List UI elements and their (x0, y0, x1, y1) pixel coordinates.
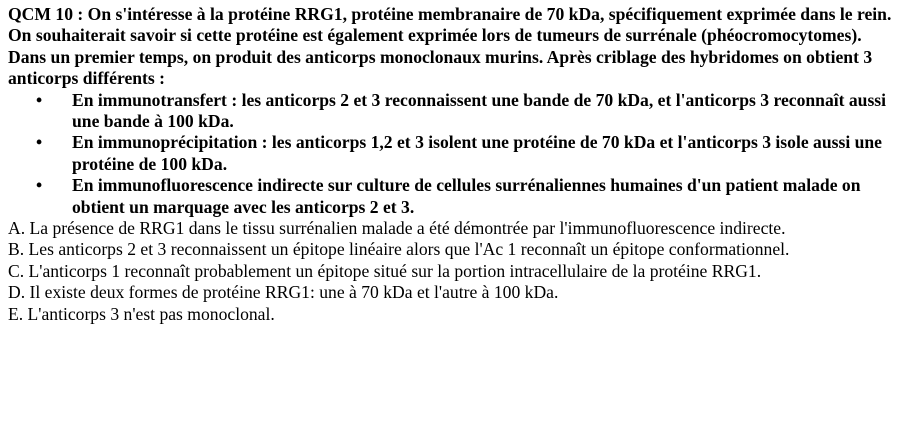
bullet-icon: • (36, 175, 43, 196)
bullet-icon: • (36, 89, 43, 110)
option-b: B. Les anticorps 2 et 3 reconnaissent un épitope linéaire alors que l'Ac 1 reconnaît un épitope conformationnel. (8, 239, 790, 260)
list-item-immunoprecipitation (36, 132, 909, 175)
list-item-text: En immunofluorescence indirecte sur culture de cellules surrénaliennes humaines d'un patient malade on obtient un marquage avec les anticorps 2 et 3. (72, 175, 861, 217)
option-a: A. La présence de RRG1 dans le tissu surrénalien malade a été démontrée par l'immunofluorescence indirecte. (8, 218, 786, 239)
experiment-results-list (8, 90, 909, 218)
option-c: C. L'anticorps 1 reconnaît probablement un épitope situé sur la portion intracellulaire de la protéine RRG1. (8, 260, 762, 281)
option-e: E. L'anticorps 3 n'est pas monoclonal. (8, 303, 275, 324)
stem-paragraph-antibodies: Dans un premier temps, on produit des anticorps monoclonaux murins. Après criblage des hybridomes on obtient 3 anticorps différents : (8, 46, 873, 89)
option-d: D. Il existe deux formes de protéine RRG1: une à 70 kDa et l'autre à 100 kDa. (8, 282, 559, 303)
bullet-icon: • (36, 132, 43, 153)
list-item-immunofluorescence (36, 175, 909, 218)
list-item-text: En immunoprécipitation : les anticorps 1,2 et 3 isolent une protéine de 70 kDa et l'anticorps 3 isole aussi une protéine de 100 kDa. (72, 132, 882, 174)
answer-options (8, 218, 909, 325)
question-stem (8, 4, 909, 90)
stem-paragraph-intro: QCM 10 : On s'intéresse à la protéine RRG1, protéine membranaire de 70 kDa, spécifiquement exprimée dans le rein. On souhaiterait savoir si cette protéine est également exprimée lors de tumeurs de surrénale (phéocromocytomes). (8, 4, 892, 46)
list-item-immunotransfert (36, 89, 909, 133)
list-item-text: En immunotransfert : les anticorps 2 et 3 reconnaissent une bande de 70 kDa, et l'anticorps 3 reconnaît aussi une bande à 100 kDa. (72, 89, 887, 132)
